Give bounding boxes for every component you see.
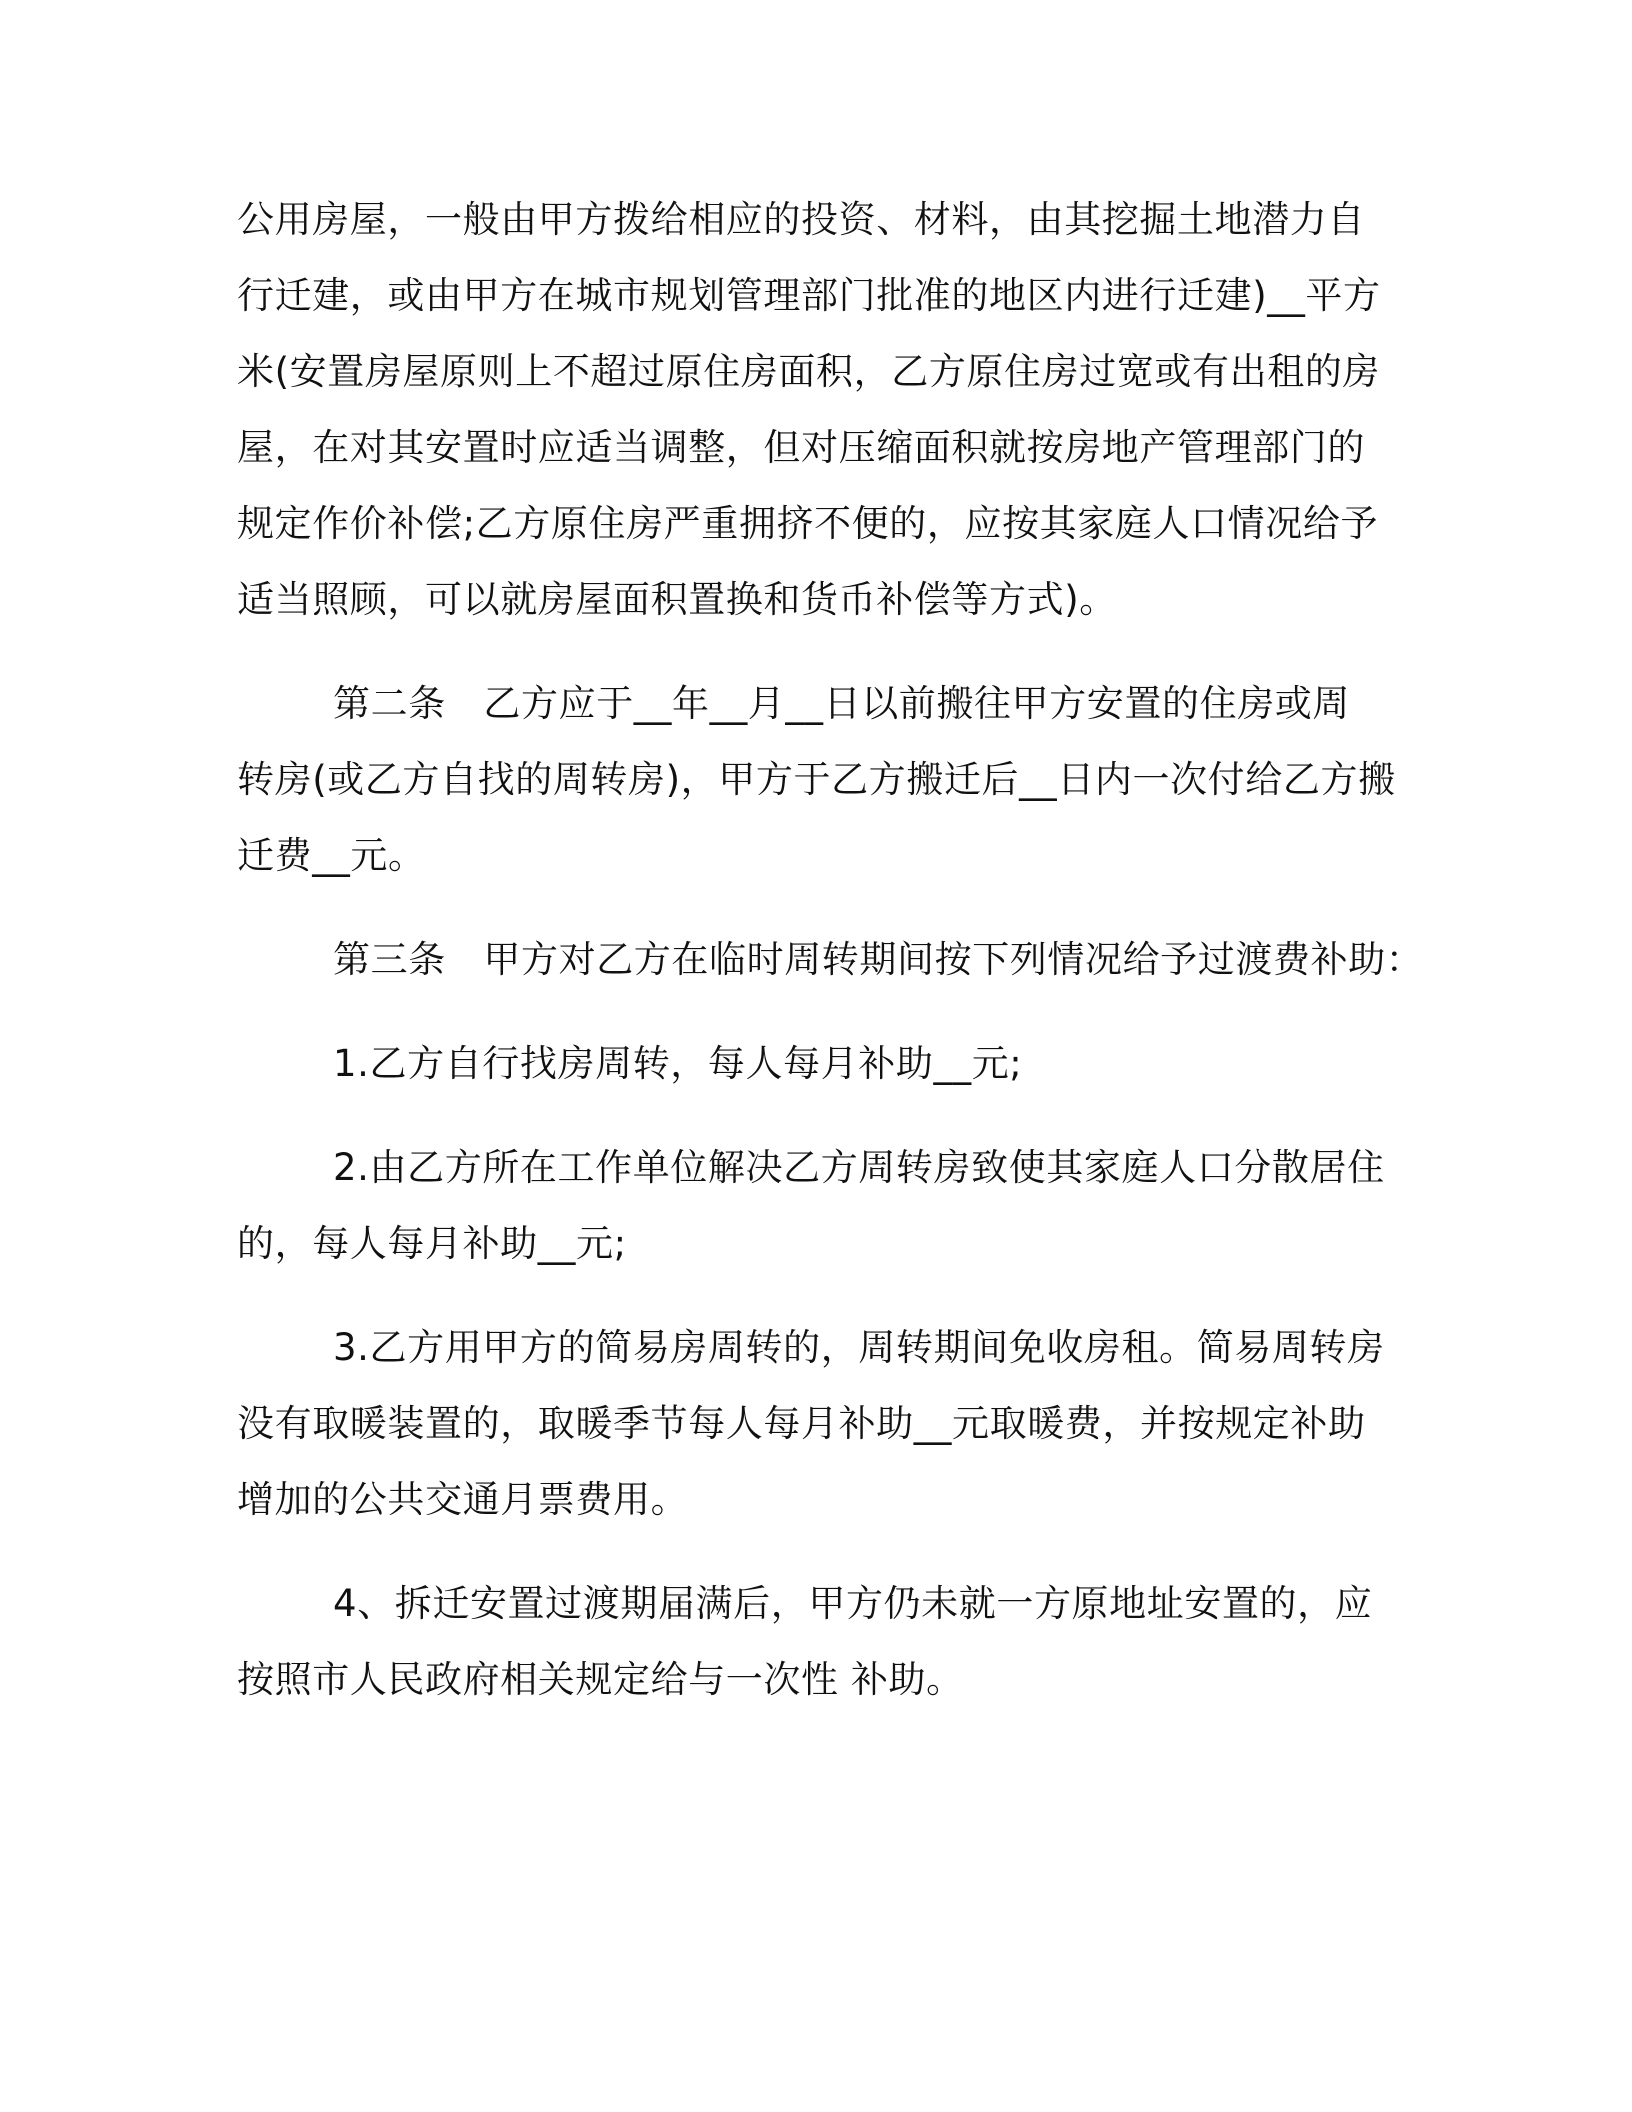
paragraph-continuation [237,182,1417,638]
text-line: 米(安置房屋原则上不超过原住房面积，乙方原住房过宽或有出租的房 [237,350,1381,393]
text-line: 4、拆迁安置过渡期届满后，甲方仍未就一方原地址安置的，应 [333,1582,1373,1625]
paragraph-item-2 [237,1130,1417,1282]
paragraph-item-3 [237,1310,1417,1538]
text-line: 适当照顾，可以就房屋面积置换和货币补偿等方式)。 [237,578,1117,621]
text-line: 规定作价补偿;乙方原住房严重拥挤不便的，应按其家庭人口情况给予 [237,502,1379,545]
paragraph-article-3 [237,922,1424,998]
text-line: 屋，在对其安置时应适当调整，但对压缩面积就按房地产管理部门的 [237,426,1365,469]
paragraph-item-1 [237,1026,1417,1102]
text-line: 没有取暖装置的，取暖季节每人每月补助__元取暖费，并按规定补助 [237,1402,1366,1445]
text-line: 公用房屋，一般由甲方拨给相应的投资、材料，由其挖掘土地潜力自 [237,198,1365,241]
text-line: 3.乙方用甲方的简易房周转的，周转期间免收房租。简易周转房 [333,1326,1385,1369]
text-line: 的，每人每月补助__元; [237,1222,627,1265]
document-body [237,182,1424,1746]
text-line: 迁费__元。 [237,834,426,877]
text-line: 1.乙方自行找房周转，每人每月补助__元; [333,1042,1023,1085]
text-line: 按照市人民政府相关规定给与一次性 补助。 [237,1658,964,1701]
text-line: 第三条 甲方对乙方在临时周转期间按下列情况给予过渡费补助： [333,938,1424,981]
text-line: 行迁建，或由甲方在城市规划管理部门批准的地区内进行迁建)__平方 [237,274,1381,317]
paragraph-item-4 [237,1566,1417,1718]
text-line: 增加的公共交通月票费用。 [237,1478,689,1521]
paragraph-article-2 [237,666,1417,894]
text-line: 转房(或乙方自找的周转房)，甲方于乙方搬迁后__日内一次付给乙方搬 [237,758,1396,801]
text-line: 第二条 乙方应于__年__月__日以前搬往甲方安置的住房或周 [333,682,1350,725]
text-line: 2.由乙方所在工作单位解决乙方周转房致使其家庭人口分散居住 [333,1146,1385,1189]
